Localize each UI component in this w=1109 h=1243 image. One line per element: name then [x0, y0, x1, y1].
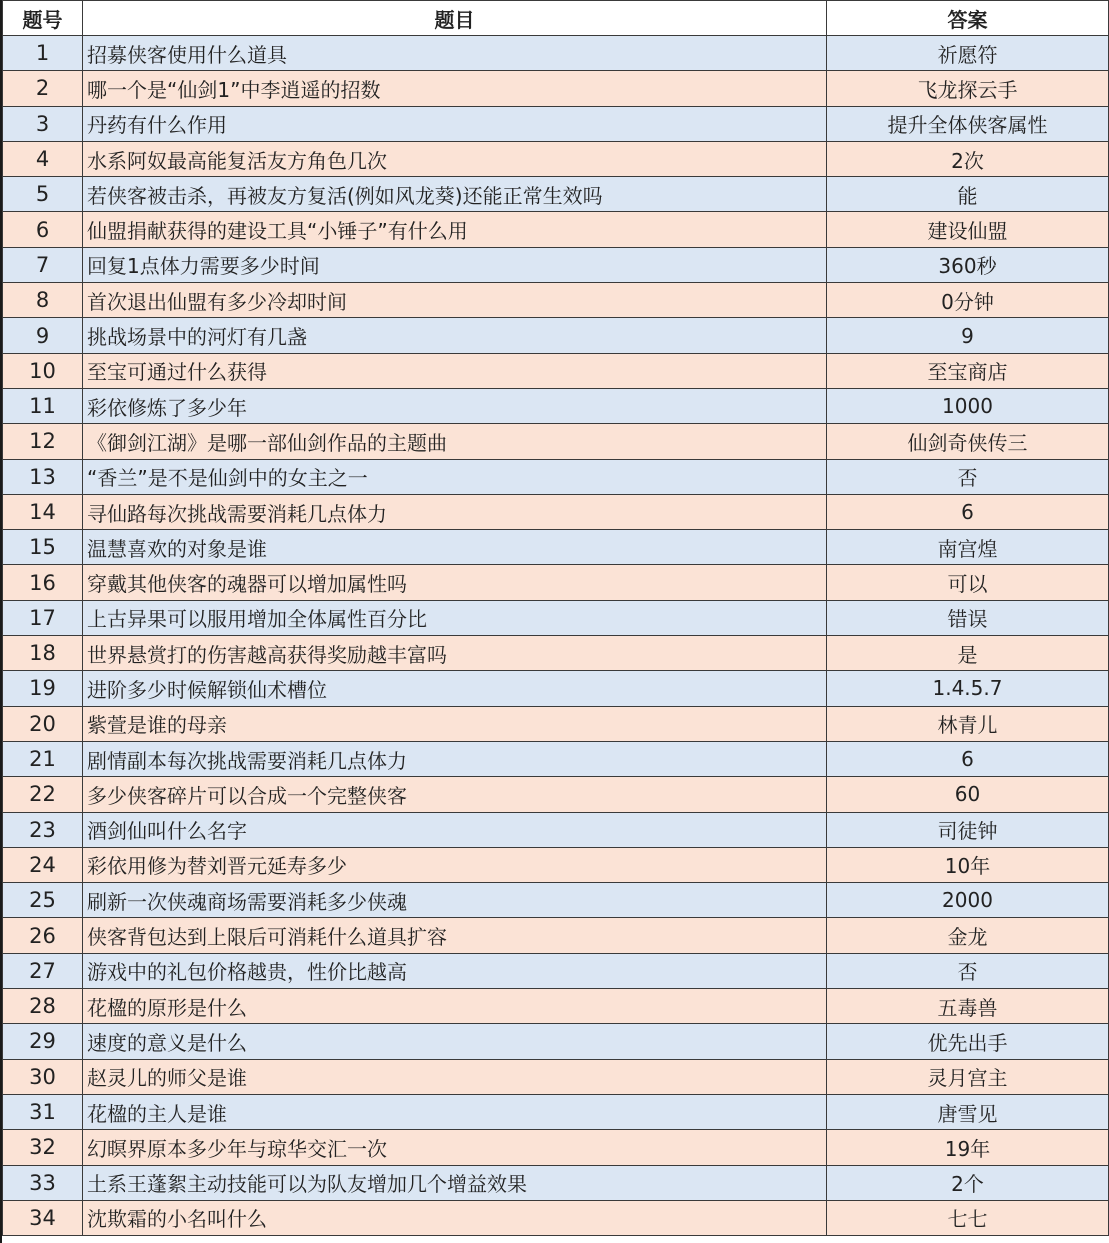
row-answer: 6	[827, 741, 1109, 776]
table-row	[3, 353, 1109, 388]
row-number: 24	[3, 847, 83, 882]
table-row	[3, 812, 1109, 847]
row-answer: 0分钟	[827, 283, 1109, 318]
row-number: 14	[3, 494, 83, 529]
row-question: 花楹的主人是谁	[83, 1094, 827, 1129]
table-row	[3, 388, 1109, 423]
row-question: 彩依修炼了多少年	[83, 388, 827, 423]
row-answer: 五毒兽	[827, 989, 1109, 1024]
row-question: 首次退出仙盟有多少冷却时间	[83, 283, 827, 318]
row-answer: 9	[827, 318, 1109, 353]
row-question: 游戏中的礼包价格越贵，性价比越高	[83, 953, 827, 988]
row-question: 酒剑仙叫什么名字	[83, 812, 827, 847]
row-question: 若侠客被击杀，再被友方复活(例如风龙葵)还能正常生效吗	[83, 177, 827, 212]
row-number: 22	[3, 777, 83, 812]
table-row	[3, 71, 1109, 106]
row-number: 30	[3, 1059, 83, 1094]
row-question: 上古异果可以服用增加全体属性百分比	[83, 600, 827, 635]
row-question: 水系阿奴最高能复活友方角色几次	[83, 141, 827, 176]
table-row	[3, 212, 1109, 247]
row-question: 多少侠客碎片可以合成一个完整侠客	[83, 777, 827, 812]
row-number: 34	[3, 1200, 83, 1235]
row-number: 32	[3, 1130, 83, 1165]
row-answer: 1000	[827, 388, 1109, 423]
row-answer: 错误	[827, 600, 1109, 635]
row-question: 哪一个是“仙剑1”中李逍遥的招数	[83, 71, 827, 106]
row-answer: 金龙	[827, 918, 1109, 953]
row-question: 土系王蓬絮主动技能可以为队友增加几个增益效果	[83, 1165, 827, 1200]
row-answer: 飞龙探云手	[827, 71, 1109, 106]
row-number: 33	[3, 1165, 83, 1200]
row-number: 3	[3, 106, 83, 141]
header-question: 题目	[83, 1, 827, 36]
row-number: 9	[3, 318, 83, 353]
table-row	[3, 318, 1109, 353]
row-question: 挑战场景中的河灯有几盏	[83, 318, 827, 353]
row-question: 紫萱是谁的母亲	[83, 706, 827, 741]
table-row	[3, 706, 1109, 741]
table-row	[3, 106, 1109, 141]
table-row	[3, 953, 1109, 988]
row-number: 26	[3, 918, 83, 953]
row-question: 侠客背包达到上限后可消耗什么道具扩容	[83, 918, 827, 953]
row-number: 4	[3, 141, 83, 176]
row-number: 6	[3, 212, 83, 247]
table-row	[3, 883, 1109, 918]
row-number: 31	[3, 1094, 83, 1129]
row-answer: 是	[827, 636, 1109, 671]
row-answer: 司徒钟	[827, 812, 1109, 847]
table-row	[3, 918, 1109, 953]
table-row	[3, 847, 1109, 882]
row-answer: 南宫煌	[827, 530, 1109, 565]
table-row	[3, 989, 1109, 1024]
row-question: 《御剑江湖》是哪一部仙剑作品的主题曲	[83, 424, 827, 459]
row-number: 5	[3, 177, 83, 212]
row-answer: 林青儿	[827, 706, 1109, 741]
table-row	[3, 459, 1109, 494]
row-number: 15	[3, 530, 83, 565]
row-answer: 2000	[827, 883, 1109, 918]
row-answer: 唐雪见	[827, 1094, 1109, 1129]
row-answer: 建设仙盟	[827, 212, 1109, 247]
row-question: 赵灵儿的师父是谁	[83, 1059, 827, 1094]
row-answer: 优先出手	[827, 1024, 1109, 1059]
qa-table	[2, 0, 1109, 1236]
table-row	[3, 424, 1109, 459]
row-number: 13	[3, 459, 83, 494]
row-question: 速度的意义是什么	[83, 1024, 827, 1059]
row-number: 19	[3, 671, 83, 706]
table-row	[3, 36, 1109, 71]
table-row	[3, 177, 1109, 212]
row-number: 18	[3, 636, 83, 671]
table-row	[3, 565, 1109, 600]
row-number: 2	[3, 71, 83, 106]
row-answer: 360秒	[827, 247, 1109, 282]
row-answer: 能	[827, 177, 1109, 212]
table-row	[3, 1200, 1109, 1235]
row-answer: 6	[827, 494, 1109, 529]
row-answer: 七七	[827, 1200, 1109, 1235]
qa-body	[3, 36, 1109, 1236]
row-answer: 否	[827, 459, 1109, 494]
row-answer: 否	[827, 953, 1109, 988]
table-row	[3, 1130, 1109, 1165]
table-row	[3, 1165, 1109, 1200]
row-question: 寻仙路每次挑战需要消耗几点体力	[83, 494, 827, 529]
row-question: 温慧喜欢的对象是谁	[83, 530, 827, 565]
row-question: 进阶多少时候解锁仙术槽位	[83, 671, 827, 706]
row-number: 17	[3, 600, 83, 635]
table-row	[3, 283, 1109, 318]
row-number: 20	[3, 706, 83, 741]
table-row	[3, 636, 1109, 671]
row-answer: 提升全体侠客属性	[827, 106, 1109, 141]
row-number: 29	[3, 1024, 83, 1059]
row-number: 27	[3, 953, 83, 988]
table-row	[3, 777, 1109, 812]
row-question: 剧情副本每次挑战需要消耗几点体力	[83, 741, 827, 776]
row-question: 世界悬赏打的伤害越高获得奖励越丰富吗	[83, 636, 827, 671]
row-number: 25	[3, 883, 83, 918]
table-row	[3, 671, 1109, 706]
row-answer: 灵月宫主	[827, 1059, 1109, 1094]
row-number: 10	[3, 353, 83, 388]
table-row	[3, 1094, 1109, 1129]
row-question: 彩依用修为替刘晋元延寿多少	[83, 847, 827, 882]
row-number: 1	[3, 36, 83, 71]
row-question: 招募侠客使用什么道具	[83, 36, 827, 71]
row-answer: 1.4.5.7	[827, 671, 1109, 706]
row-answer: 可以	[827, 565, 1109, 600]
row-number: 8	[3, 283, 83, 318]
row-answer: 60	[827, 777, 1109, 812]
row-answer: 10年	[827, 847, 1109, 882]
table-row	[3, 247, 1109, 282]
row-number: 21	[3, 741, 83, 776]
header-answer: 答案	[827, 1, 1109, 36]
row-number: 28	[3, 989, 83, 1024]
table-row	[3, 741, 1109, 776]
row-answer: 2次	[827, 141, 1109, 176]
row-number: 23	[3, 812, 83, 847]
row-answer: 仙剑奇侠传三	[827, 424, 1109, 459]
row-question: 穿戴其他侠客的魂器可以增加属性吗	[83, 565, 827, 600]
row-number: 11	[3, 388, 83, 423]
row-question: 回复1点体力需要多少时间	[83, 247, 827, 282]
table-row	[3, 1059, 1109, 1094]
row-number: 7	[3, 247, 83, 282]
row-question: 至宝可通过什么获得	[83, 353, 827, 388]
header-row	[3, 1, 1109, 36]
row-answer: 至宝商店	[827, 353, 1109, 388]
row-answer: 祈愿符	[827, 36, 1109, 71]
row-answer: 2个	[827, 1165, 1109, 1200]
table-row	[3, 141, 1109, 176]
row-question: 沈欺霜的小名叫什么	[83, 1200, 827, 1235]
header-num: 题号	[3, 1, 83, 36]
table-row	[3, 1024, 1109, 1059]
row-number: 16	[3, 565, 83, 600]
row-answer: 19年	[827, 1130, 1109, 1165]
table-row	[3, 600, 1109, 635]
row-question: 幻暝界原本多少年与琼华交汇一次	[83, 1130, 827, 1165]
table-row	[3, 530, 1109, 565]
row-question: 仙盟捐献获得的建设工具“小锤子”有什么用	[83, 212, 827, 247]
row-question: 花楹的原形是什么	[83, 989, 827, 1024]
row-question: 丹药有什么作用	[83, 106, 827, 141]
row-question: “香兰”是不是仙剑中的女主之一	[83, 459, 827, 494]
row-number: 12	[3, 424, 83, 459]
row-question: 刷新一次侠魂商场需要消耗多少侠魂	[83, 883, 827, 918]
table-row	[3, 494, 1109, 529]
